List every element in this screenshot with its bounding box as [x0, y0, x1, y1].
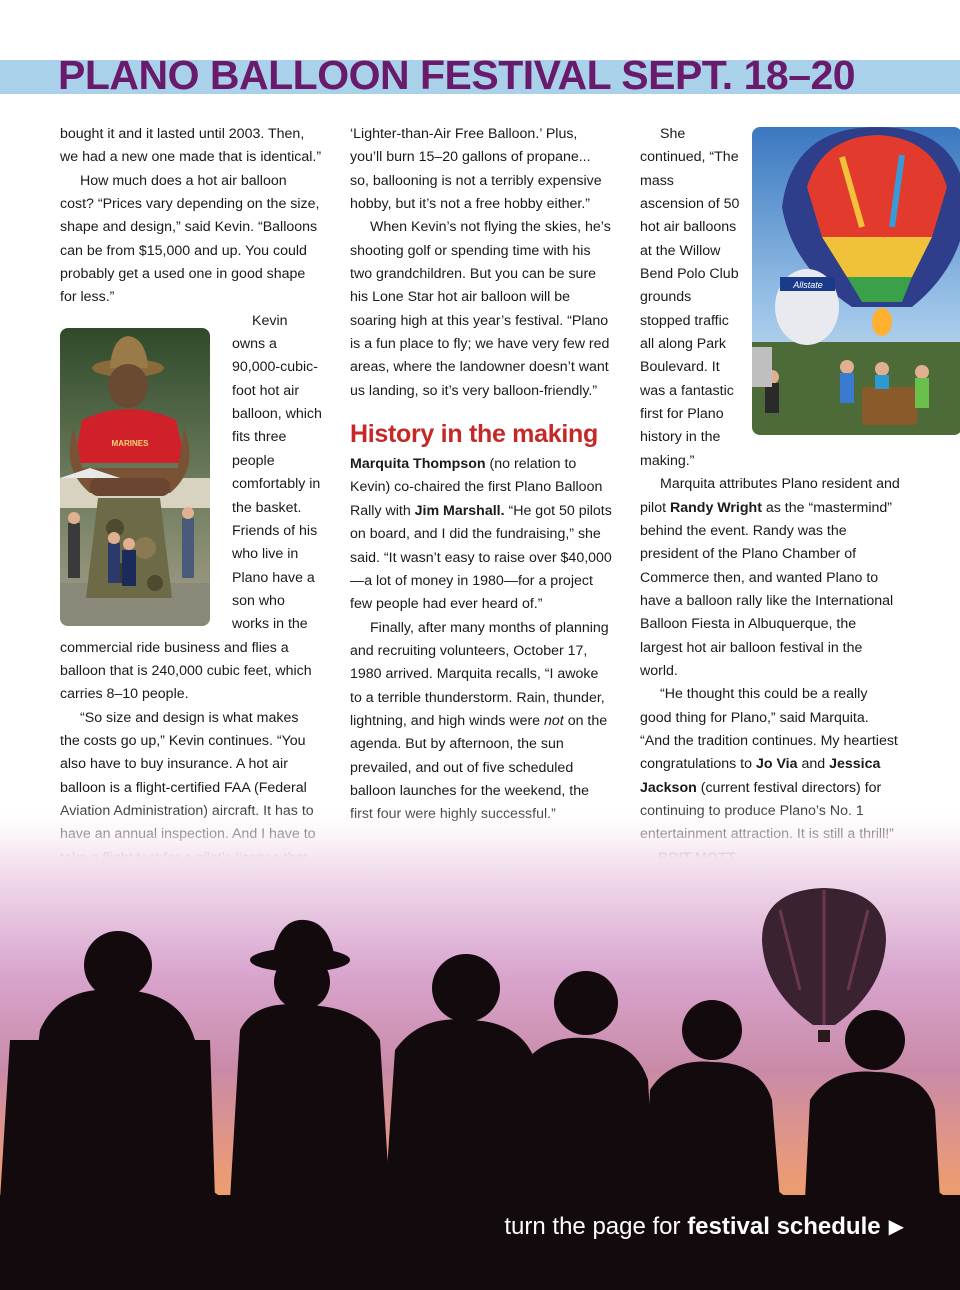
paragraph: “So size and design is what makes the costs go up,” Kevin continues. “You also have to buy insurance. A hot air balloon is a flight-certified FAA (Federal — [60, 709, 307, 796]
article-column-3 — [640, 123, 902, 870]
paragraph-text: “He thought this could be a really good thing for Plano,” said Marquita. “And the tradition continues. My heartiest congratulations to — [640, 686, 898, 773]
paragraph-text: Finally, after many months of planning and recruiting volunteers, October 17, 1980 arrived. Marquita recalls, “I awoke to a terrible thunderstorm. Rain, thunder, lightning, and high winds were — [350, 619, 609, 729]
balloon-inflation-photo — [752, 127, 960, 435]
person-name: Jim Marshall. — [414, 502, 505, 519]
paragraph-text: Marquita attributes Plano resident and pilot — [640, 476, 900, 516]
paragraph-text: and — [797, 756, 830, 773]
article-column-2 — [350, 123, 612, 827]
person-name: Jo Via — [755, 756, 798, 773]
paragraph-text: on the agenda. But by afternoon, the sun prevailed, and out of five scheduled balloon launches for the weekend, the — [350, 712, 608, 799]
paragraph: ‘Lighter-than-Air Free Balloon.’ Plus, you’ll burn 15–20 gallons of propane... so, ballooning is not a terribly expensive hobby, but it’s not a free hobby either.” — [350, 126, 602, 213]
paragraph — [350, 617, 612, 827]
marines-shirt-text: MARINES — [111, 438, 149, 448]
paragraph-text: Kevin owns a 90,000-cubic-foot hot air balloon, which fits three people comfortably in the basket. Friends of his who live in Plano have a son who works in the commercial ride business and flies a balloon that is 240,000 cubic feet, which carries 8–10 people. — [60, 312, 322, 703]
article-column-1 — [60, 123, 322, 893]
section-heading: History in the making — [350, 420, 598, 449]
paragraph: bought it and it lasted until 2003. Then, we had a new one made that is identical.” — [60, 126, 322, 166]
paragraph: How much does a hot air balloon cost? “Prices vary depending on the size, shape and design,” said Kevin. “Balloons can be from $15,000 and up. You could probably get a used one in good shape for less.” — [60, 172, 320, 306]
paragraph-text: “He got 50 pilots on board, and I did the fundraising,” she said. “It wasn’t easy to raise over $40,000—a lot of money in 1980—for a project few people had ever heard of.” — [350, 502, 612, 613]
paragraph — [350, 453, 612, 616]
paragraph — [640, 473, 902, 683]
marine-inflatable-photo — [60, 328, 210, 626]
paragraph-text: (no relation to Kevin) co-chaired the first Plano Balloon Rally with — [350, 456, 603, 519]
person-name: Jessica Jackson — [640, 756, 881, 796]
paragraph-text: as the “mastermind” behind the event. Randy was the president of the Plano Chamber of Commerce then, and wanted Plano to have a balloon rally like the International Balloon Fiesta in Albuquerque, the largest hot air balloon festival in the world. — [640, 499, 894, 679]
emphasis: not — [544, 712, 564, 729]
person-name: Marquita Thompson — [350, 456, 486, 473]
paragraph: When Kevin’s not flying the skies, he’s shooting golf or spending time with his two grandchildren. But you can be sure his Lone Star hot air balloon will be soaring high at this year’s festival. “Plano is a fun place to fly; we have very few red areas, where the landowner doesn’t want us landing, so it’s very balloon-friendly.” — [350, 219, 611, 399]
balloon-banner-text: Allstate — [793, 280, 823, 290]
footer-text-emphasis: festival schedule — [687, 1213, 881, 1240]
footer-text-lead: turn the page for — [504, 1213, 688, 1240]
page-title: PLANO BALLOON FESTIVAL SEPT. 18–20 — [58, 52, 856, 98]
paragraph-text: (current festival directors) for — [700, 779, 882, 796]
person-name: Randy Wright — [669, 499, 762, 516]
page-turn-prompt[interactable] — [504, 1213, 904, 1241]
paragraph — [60, 310, 322, 707]
paragraph-text: She continued, “The mass ascension of 50 hot air balloons at the Willow Bend Polo Club grounds stopped traffic all along Park Boulevard. It was a fantastic first for Plano history in the making.” — [640, 126, 740, 469]
play-arrow-icon: ▶ — [888, 1216, 904, 1238]
paragraph — [640, 123, 902, 473]
